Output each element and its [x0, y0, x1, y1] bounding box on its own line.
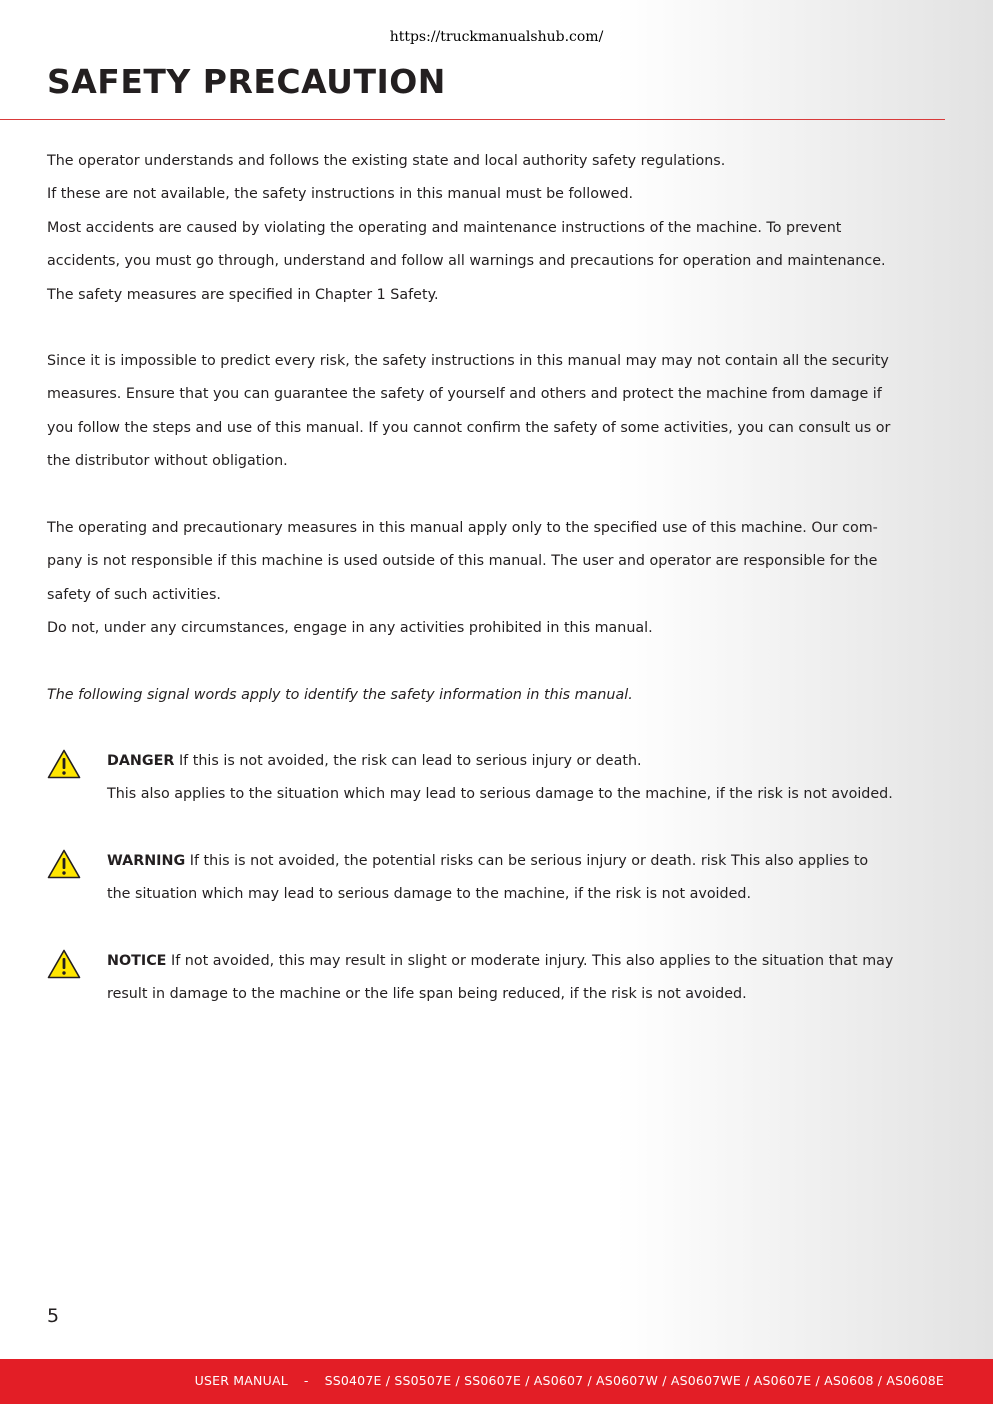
paragraph-line: you follow the steps and use of this manual. If you cannot confirm the safety of some activities, you can consult us or	[47, 419, 891, 436]
paragraph-line: The operator understands and follows the existing state and local authority safety regulations.	[47, 153, 726, 169]
paragraph-line: The safety measures are specified in Chapter 1 Safety.	[47, 286, 439, 303]
signal-description: If this is not avoided, the risk can lead to serious injury or death.	[174, 753, 642, 769]
signal-text	[107, 945, 952, 1012]
signal-word: NOTICE	[107, 953, 167, 969]
page-title: SAFETY PRECAUTION	[47, 62, 446, 101]
footer-bar	[0, 1359, 993, 1404]
warning-triangle-icon	[47, 949, 81, 979]
footer-models: SS0407E / SS0507E / SS0607E / AS0607 / AS0607W / AS0607WE / AS0607E / AS0608 / AS0608E	[324, 1373, 944, 1388]
title-divider	[0, 119, 945, 120]
paragraph-3	[47, 512, 947, 646]
paragraph-2	[47, 345, 947, 479]
warning-triangle-icon	[47, 749, 81, 779]
signal-description: result in damage to the machine or the life span being reduced, if the risk is not avoided.	[107, 986, 747, 1003]
footer-text	[195, 1373, 944, 1388]
paragraph-line: The operating and precautionary measures in this manual apply only to the specified use of this machine. Our com-	[47, 520, 878, 536]
paragraph-line: Do not, under any circumstances, engage in any activities prohibited in this manual.	[47, 620, 653, 637]
paragraph-line: Since it is impossible to predict every risk, the safety instructions in this manual may may not contain all the security	[47, 353, 889, 369]
signal-word: WARNING	[107, 853, 186, 869]
page-number: 5	[47, 1305, 60, 1327]
signal-description: If not avoided, this may result in slight or moderate injury. This also applies to the situation that may	[166, 953, 894, 969]
signal-text	[107, 845, 952, 912]
footer-label: USER MANUAL	[194, 1373, 288, 1388]
source-url[interactable]: https://truckmanualshub.com/	[389, 29, 604, 45]
signal-description: This also applies to the situation which may lead to serious damage to the machine, if the risk is not avoided.	[107, 786, 893, 803]
intro-line: The following signal words apply to identify the safety information in this manual.	[47, 687, 633, 703]
paragraph-line: accidents, you must go through, understand and follow all warnings and precautions for operation and maintenance.	[47, 253, 886, 270]
paragraph-line: Most accidents are caused by violating the operating and maintenance instructions of the machine. To prevent	[47, 219, 842, 236]
signal-word: DANGER	[107, 753, 175, 769]
signal-description: If this is not avoided, the potential risks can be serious injury or death. risk This also applies to	[185, 853, 869, 869]
paragraph-line: the distributor without obligation.	[47, 453, 288, 470]
signal-text	[107, 745, 952, 812]
paragraph-line: pany is not responsible if this machine is used outside of this manual. The user and operator are responsible for the	[47, 553, 878, 570]
footer-separator: -	[303, 1373, 309, 1388]
paragraph-1	[47, 145, 947, 312]
paragraph-line: If these are not available, the safety instructions in this manual must be followed.	[47, 186, 634, 203]
paragraph-line: measures. Ensure that you can guarantee the safety of yourself and others and protect the machine from damage if	[47, 386, 882, 403]
signal-description: the situation which may lead to serious damage to the machine, if the risk is not avoided.	[107, 886, 752, 903]
warning-triangle-icon	[47, 849, 81, 879]
signal-words-intro	[47, 679, 947, 712]
paragraph-line: safety of such activities.	[47, 586, 221, 603]
